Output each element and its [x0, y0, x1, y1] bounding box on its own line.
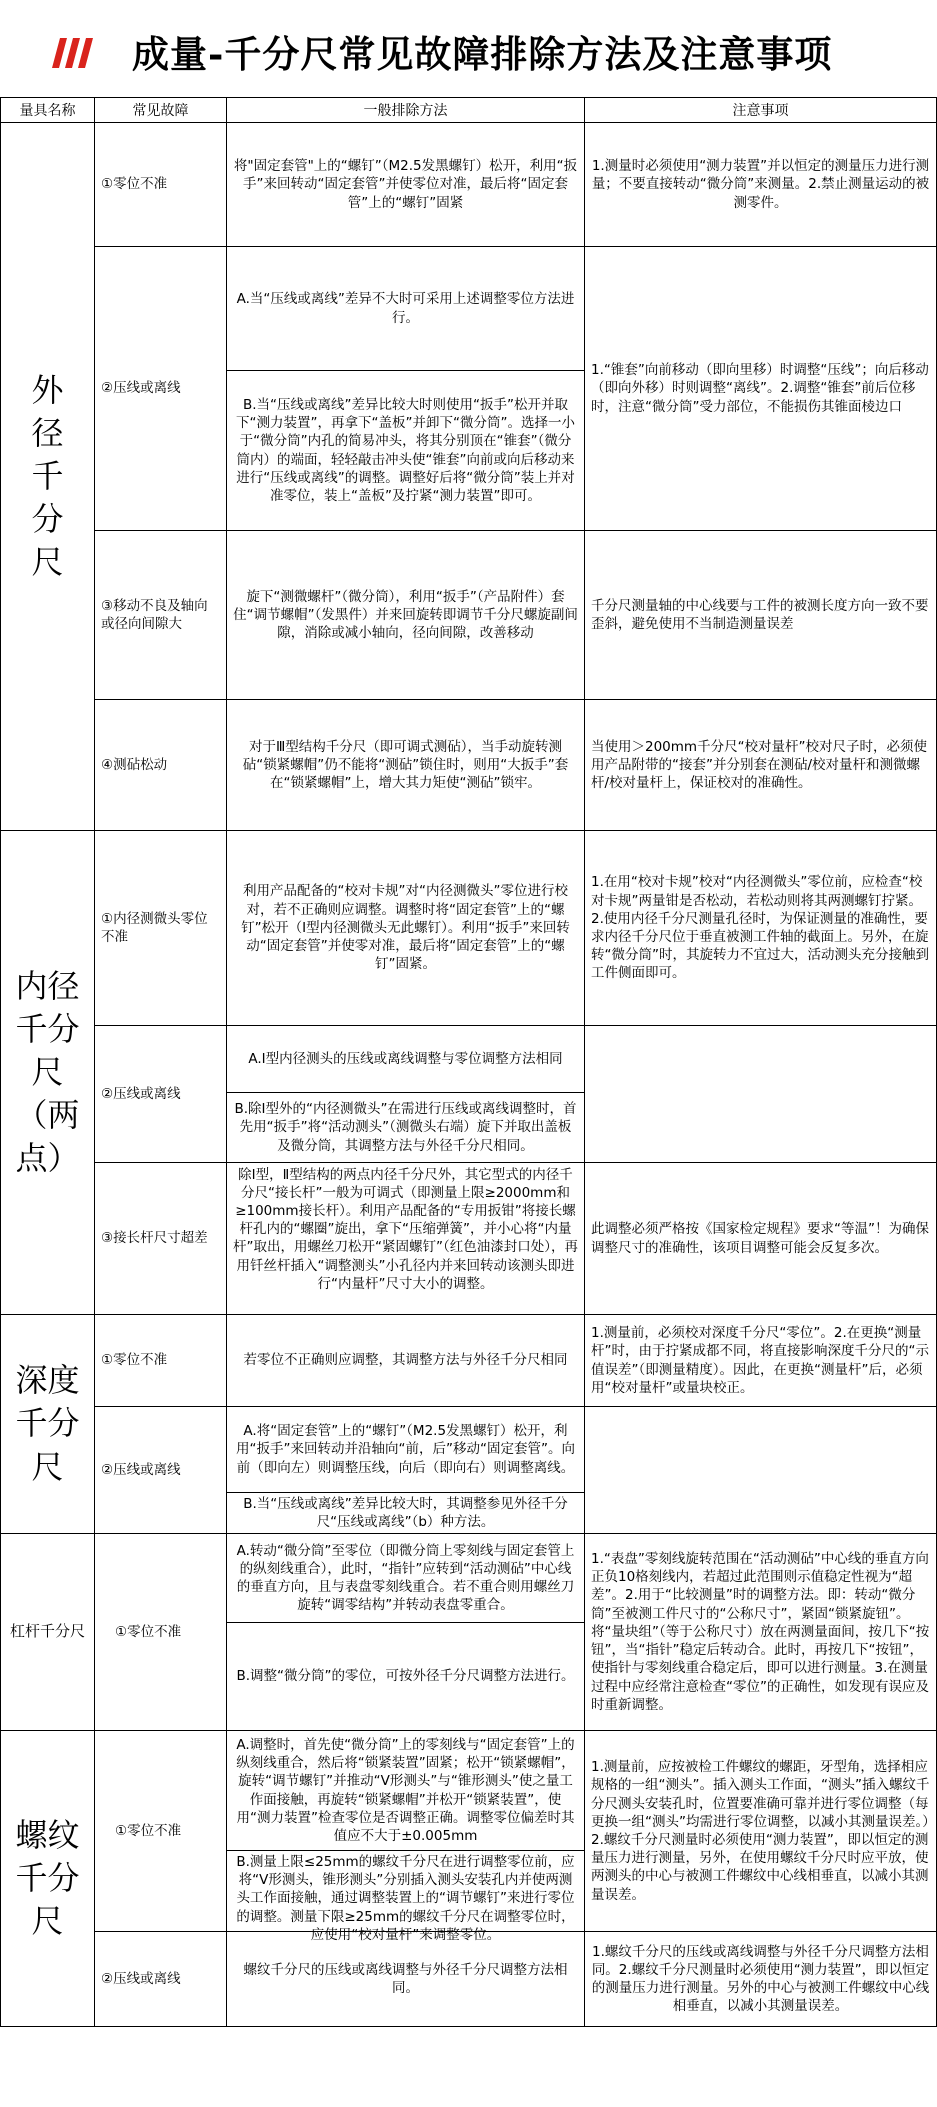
fault-cell: ①零位不准 [95, 123, 227, 247]
method-cell: A.转动“微分筒”至零位（即微分筒上零刻线与固定套管上的纵刻线重合），此时，“指针”应转到“活动测砧”中心线的垂直方向，且与表盘零刻线重合。若不重合则用螺丝刀旋转“调零结构”并转动表盘零重合。 [227, 1534, 585, 1623]
page-header [0, 0, 936, 92]
note-cell: 此调整必须严格按《国家检定规程》要求“等温”！为确保调整尺寸的准确性，该项目调整可能会反复多次。 [585, 1163, 937, 1315]
fault-cell: ①零位不准 [95, 1315, 227, 1407]
table-row [1, 1026, 937, 1093]
tool-name-outer: 外径千分尺 [1, 123, 95, 831]
fault-cell: ④测砧松动 [95, 700, 227, 831]
note-cell: 1.测量前，应按被检工件螺纹的螺距，牙型角，选择相应规格的一组“测头”。插入测头工作面，“测头”插入螺纹千分尺测头安装孔时，位置要准确可靠并进行零位调整（每更换一组“测头”均需进行零位调整，以减小其测量误差。）2.螺纹千分尺测量时必须使用“测力装置”，即以恒定的测量压力进行测量，另外，在使用螺纹千分尺时应平放，使两测头的中心与被测工件螺纹中心线相垂直，以减小其测量误差。 [585, 1731, 937, 1932]
method-cell: 利用产品配备的“校对卡规”对“内径测微头”零位进行校对，若不正确则应调整。调整时将“固定套管”上的“螺钉”松开（Ⅰ型内径测微头无此螺钉）。利用“扳手”来回转动“固定套管”并使零对准，最后将“固定套管”上的“螺钉”固紧。 [227, 831, 585, 1026]
table-row [1, 123, 937, 247]
fault-cell: ②压线或离线 [95, 1932, 227, 2027]
header-general-method: 一般排除方法 [227, 98, 585, 123]
table-row [1, 1932, 937, 2027]
triple-slash-logo-icon [52, 38, 98, 68]
method-cell: B.调整“微分筒”的零位，可按外径千分尺调整方法进行。 [227, 1623, 585, 1731]
note-cell: 1.测量前，必须校对深度千分尺“零位”。2.在更换“测量杆”时，由于拧紧成都不同，将直接影响深度千分尺的“示值误差”（即测量精度）。因此，在更换“测量杆”后，必须用“校对量杆”或量块校正。 [585, 1315, 937, 1407]
table-row [1, 247, 937, 371]
note-cell-empty [585, 1407, 937, 1534]
method-cell: B.除Ⅰ型外的“内径测微头”在需进行压线或离线调整时，首先用“扳手”将“活动测头”（测微头右端）旋下并取出盖板及微分筒，其调整方法与外径千分尺相同。 [227, 1093, 585, 1163]
tool-name-inner: 内径千分尺（两点） [1, 831, 95, 1315]
troubleshooting-table [0, 97, 937, 2027]
table-row [1, 831, 937, 1026]
tool-name-depth: 深度千分尺 [1, 1315, 95, 1534]
note-cell: 1.“锥套”向前移动（即向里移）时调整“压线”；向后移动（即向外移）时则调整“离线”。2.调整“锥套”前后位移时，注意“微分筒”受力部位，不能损伤其锥面棱边口 [585, 247, 937, 531]
tool-name-lever: 杠杆千分尺 [1, 1534, 95, 1731]
table-row [1, 531, 937, 700]
method-cell: B.测量上限≤25mm的螺纹千分尺在进行调整零位前，应将“V形测头，锥形测头”分别插入测头安装孔内并使两测头工作面接触，通过调整装置上的“调节螺钉”来进行零位的调整。测量下限≥25mm的螺纹千分尺在调整零位时，应使用“校对量杆”来调整零位。 [227, 1851, 585, 1932]
method-cell: 螺纹千分尺的压线或离线调整与外径千分尺调整方法相同。 [227, 1932, 585, 2027]
method-cell: B.当“压线或离线”差异比较大时，其调整参见外径千分尺“压线或离线”（b）种方法。 [227, 1493, 585, 1534]
method-cell: B.当“压线或离线”差异比较大时则使用“扳手”松开并取下“测力装置”，再拿下“盖板”并卸下“微分筒”。选择一小于“微分筒”内孔的简易冲头，将其分别顶在“锥套”（微分筒内）的端面，轻轻敲击冲头使“锥套”向前或向后移动来进行“压线或离线”的调整。调整好后将“微分筒”装上并对准零位，装上“盖板”及拧紧“测力装置”即可。 [227, 371, 585, 531]
table-row [1, 1407, 937, 1493]
fault-cell: ②压线或离线 [95, 1407, 227, 1534]
table-row [1, 1315, 937, 1407]
page-title: 成量-千分尺常见故障排除方法及注意事项 [132, 32, 833, 76]
header-common-fault: 常见故障 [95, 98, 227, 123]
method-cell: 对于Ⅲ型结构千分尺（即可调式测砧），当手动旋转测砧“锁紧螺帽”仍不能将“测砧”锁住时，则用“大扳手”套在“锁紧螺帽”上，增大其力矩使“测砧”锁牢。 [227, 700, 585, 831]
table-header-row [1, 98, 937, 123]
table-row [1, 1163, 937, 1315]
table-row [1, 1731, 937, 1851]
method-cell: A.调整时，首先使“微分筒”上的零刻线与“固定套管”上的纵刻线重合，然后将“锁紧装置”固紧；松开“锁紧螺帽”，旋转“调节螺钉”并推动“V形测头”与“锥形测头”使之量工作面接触，再旋转“锁紧螺帽”并松开“锁紧装置”，使用“测力装置”检查零位是否调整正确。调整零位偏差时其值应不大于±0.005mm [227, 1731, 585, 1851]
method-cell: A.将“固定套管”上的“螺钉”（M2.5发黑螺钉）松开，利用“扳手”来回转动并沿轴向“前，后”移动“固定套管”。向前（即向左）则调整压线，向后（即向右）则调整离线。 [227, 1407, 585, 1493]
fault-cell: ①零位不准 [95, 1731, 227, 1932]
fault-cell: ②压线或离线 [95, 247, 227, 531]
method-cell: 若零位不正确则应调整，其调整方法与外径千分尺相同 [227, 1315, 585, 1407]
note-cell: 1.“表盘”零刻线旋转范围在“活动测砧”中心线的垂直方向正负10格刻线内，若超过此范围则示值稳定性视为“超差”。2.用于“比较测量”时的调整方法。即：转动“微分筒”至被测工件尺寸的“公称尺寸”，紧固“锁紧旋钮”。将“量块组”（等于公称尺寸）放在两测量面间，按几下“按钮”，当“指针”稳定后转动合。此时，再按几下“按钮”，使指针与零刻线重合稳定后，即可以进行测量。3.在测量过程中应经常注意检查“零位”的正确性，如发现有误应及时重新调整。 [585, 1534, 937, 1731]
note-cell: 1.测量时必须使用“测力装置”并以恒定的测量压力进行测量；不要直接转动“微分筒”来测量。2.禁止测量运动的被测零件。 [585, 123, 937, 247]
tool-name-thread: 螺纹千分尺 [1, 1731, 95, 2027]
table-row [1, 700, 937, 831]
note-cell: 千分尺测量轴的中心线要与工件的被测长度方向一致不要歪斜，避免使用不当制造测量误差 [585, 531, 937, 700]
method-cell: A.当“压线或离线”差异不大时可采用上述调整零位方法进行。 [227, 247, 585, 371]
note-cell: 1.螺纹千分尺的压线或离线调整与外径千分尺调整方法相同。2.螺纹千分尺测量时必须使用“测力装置”，即以恒定的测量压力进行测量。另外的中心与被测工件螺纹中心线相垂直，以减小其测量误差。 [585, 1932, 937, 2027]
header-tool-name: 量具名称 [1, 98, 95, 123]
note-cell-empty [585, 1026, 937, 1163]
fault-cell: ①内径测微头零位不准 [95, 831, 227, 1026]
fault-cell: ②压线或离线 [95, 1026, 227, 1163]
header-notes: 注意事项 [585, 98, 937, 123]
fault-cell: ③接长杆尺寸超差 [95, 1163, 227, 1315]
method-cell: 将"固定套管"上的“螺钉”（M2.5发黑螺钉）松开，利用“扳手”来回转动“固定套管”并使零位对准，最后将“固定套管”上的“螺钉”固紧 [227, 123, 585, 247]
note-cell: 1.在用“校对卡规”校对“内径测微头”零位前，应检查“校对卡规”两量钳是否松动，若松动则将其两测螺钉拧紧。2.使用内径千分尺测量孔径时，为保证测量的准确性，要求内径千分尺位于垂直被测工件轴的截面上。另外，在旋转“微分筒”时，其旋转力不宜过大，活动测头充分接触到工件侧面即可。 [585, 831, 937, 1026]
method-cell: 旋下“测微螺杆”（微分筒），利用“扳手”（产品附件）套住“调节螺帽”（发黑件）并来回旋转即调节千分尺螺旋副间隙，消除或减小轴向，径向间隙，改善移动 [227, 531, 585, 700]
fault-cell: ①零位不准 [95, 1534, 227, 1731]
method-cell: 除Ⅰ型，Ⅱ型结构的两点内径千分尺外，其它型式的内径千分尺“接长杆”一般为可调式（即测量上限≥2000mm和≥100mm接长杆）。利用产品配备的“专用扳钳”将接长螺杆孔内的“螺圈”旋出，拿下“压缩弹簧”，并小心将“内量杆”取出，用螺丝刀松开“紧固螺钉”（红色油漆封口处），再用钎丝杆插入“调整测头”小孔径内并来回转动该测头即进行“内量杆”尺寸大小的调整。 [227, 1163, 585, 1315]
table-row [1, 1534, 937, 1623]
method-cell: A.Ⅰ型内径测头的压线或离线调整与零位调整方法相同 [227, 1026, 585, 1093]
note-cell: 当使用＞200mm千分尺“校对量杆”校对尺子时，必须使用产品附带的“接套”并分别套在测砧/校对量杆和测微螺杆/校对量杆上，保证校对的准确性。 [585, 700, 937, 831]
fault-cell: ③移动不良及轴向或径向间隙大 [95, 531, 227, 700]
